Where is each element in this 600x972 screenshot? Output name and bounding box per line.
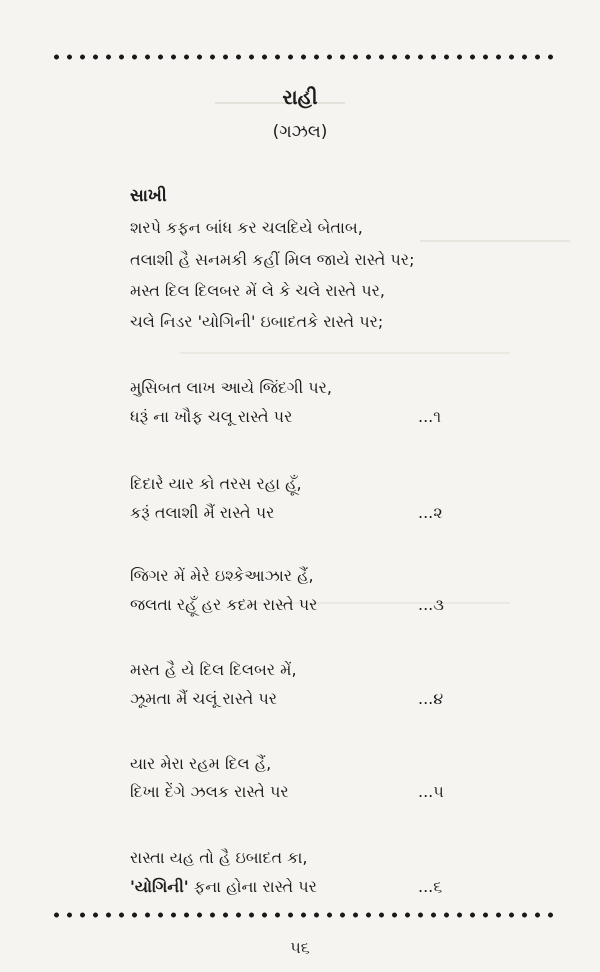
stanza-number: ...૪	[418, 689, 444, 708]
top-dotted-rule	[50, 53, 560, 61]
stanza-number: ...૫	[418, 782, 444, 801]
stanza-line: જલતા રહૂઁ હર કદમ રાસ્તે પર	[130, 595, 318, 614]
stanza-number: ...૬	[418, 877, 443, 896]
stanza-number: ...૩	[418, 595, 444, 614]
stanza-line: દિખા દેંગે ઝલક રાસ્તે પર	[130, 782, 289, 801]
stanza-line: કરૂં તલાશી મૈં રાસ્તે પર	[130, 503, 275, 522]
sakhi-line: ચલે નિડર 'યોગિની' ઇબાદતકે રાસ્તે પર;	[130, 312, 384, 331]
bleed-through-mark	[420, 228, 570, 242]
bottom-dotted-rule	[50, 911, 560, 919]
sakhi-label: સાખી	[130, 186, 167, 206]
stanza-number: ...૨	[418, 503, 443, 522]
stanza-line-with-quote	[130, 877, 317, 897]
stanza-line: દિદારે યાર કો તરસ રહા હૂઁ,	[130, 474, 302, 493]
bleed-through-mark	[180, 340, 510, 354]
stanza-line: ધરૂં ના ખૌફ ચલૂ રાસ્તે પર	[130, 407, 293, 426]
stanza-line: યાર મેરા રહમ દિલ હૈં,	[130, 754, 272, 773]
stanza-line: ઝૂમતા મૈં ચલૂં રાસ્તે પર	[130, 689, 278, 708]
poem-title: રાહી	[282, 85, 318, 109]
quoted-name: 'યોગિની'	[130, 877, 189, 896]
stanza-line: રાસ્તા યહ તો હૈ ઇબાદત કા,	[130, 848, 308, 867]
stanza-line: જિગર મેં મેરે ઇશ્કેઆઝાર હૈં,	[130, 566, 314, 585]
sakhi-line: મસ્ત દિલ દિલબર મેં લે કે ચલે રાસ્તે પર,	[130, 281, 385, 300]
stanza-line-rest: ફના હોના રાસ્તે પર	[188, 877, 317, 896]
page-number: ૫૬	[290, 938, 310, 957]
stanza-line: મસ્ત હૈ યે દિલ દિલબર મેં,	[130, 660, 297, 679]
stanza-line: મુસિબત લાખ આયે જિંદગી પર,	[130, 378, 332, 397]
poem-subtitle: (ગઝલ)	[272, 122, 328, 142]
sakhi-line: તલાશી હૈ સનમકી કહીં મિલ જાયે રાસ્તે પર;	[130, 250, 415, 269]
stanza-number: ...૧	[418, 407, 442, 426]
sakhi-line: શરપે કફન બાંધ કર ચલદિયે બેતાબ,	[130, 218, 363, 237]
